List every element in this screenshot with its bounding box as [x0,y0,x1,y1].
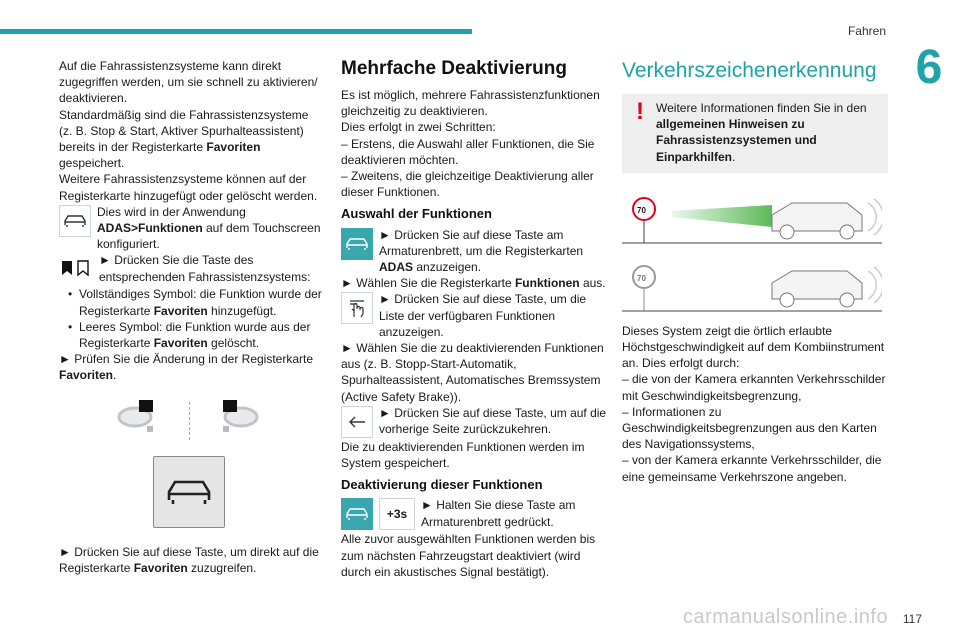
icon-row-hold [341,497,607,531]
paragraph: Auf die Fahrassistenzsysteme kann direkt zugegriffen werden, um sie schnell zu aktivieren/ deaktivieren. [59,59,318,106]
divider [189,402,191,440]
list-item: • Vollständiges Symbol: die Funktion wurde der Registerkarte Favoriten hinzugefügt. [79,286,325,318]
subsection-title: Auswahl der Funktionen [341,206,492,222]
car-icon [341,498,373,530]
steering-wheel-icon [117,400,169,434]
touch-hand-icon [341,292,373,324]
paragraph: – von der Kamera erkannte Verkehrsschilder, die eine gemeinsame Verkehrszone angeben. [622,453,882,484]
paragraph: ► Drücken Sie die Taste des entsprechenden Fahrassistenzsystems: [99,253,311,284]
icon-row-list [341,291,607,340]
paragraph: ► Drücken Sie auf diese Taste, um die Liste der verfügbaren Funktionen anzuzeigen. [379,292,587,339]
warning-text: Weitere Informationen finden Sie in den allgemeinen Hinweisen zu Fahrassistenzsystemen und Einparkhilfen. [656,101,867,164]
column-multi-deactivation [341,58,607,580]
paragraph: ► Prüfen Sie die Änderung in der Registerkarte Favoriten. [59,352,314,383]
speed-sign-value: 70 [637,273,646,283]
warning-box [622,94,888,173]
paragraph: – Informationen zu Geschwindigkeitsbegrenzungen aus den Karten des Navigationssystems, [622,404,877,452]
column-favorites [59,58,325,576]
paragraph: Standardmäßig sind die Fahrassistenzsysteme (z. B. Stop & Start, Aktiver Spurhalteassistent) bereits in der Registerkarte Favoriten gespeichert. [59,107,309,171]
paragraph: Weitere Fahrassistenzsysteme können auf der Registerkarte hinzugefügt oder gelöscht werden. [59,172,318,203]
paragraph: Alle zuvor ausgewählten Funktionen werden bis zum nächsten Fahrzeugstart deaktiviert (wird durch ein akustisches Signal bestätigt). [341,532,596,579]
paragraph: ► Drücken Sie auf diese Taste am Armaturenbrett, um die Registerkarten ADAS anzuzeigen. [379,227,584,275]
steering-wheel-illustration [59,396,325,544]
status-list [59,286,325,351]
icon-row-adas-button [341,227,607,276]
car-icon [165,478,213,506]
steering-wheel-icon [207,400,259,434]
hold-3s-icon: +3s [379,498,415,530]
car-icon [341,228,373,260]
paragraph: Die zu deaktivierenden Funktionen werden im System gespeichert. [341,439,585,471]
paragraph: ► Wählen Sie die Registerkarte Funktionen aus. [341,276,606,291]
favorites-button-illustration [153,456,225,528]
paragraph: ► Wählen Sie die zu deaktivierenden Funktionen aus (z. B. Stopp-Start-Automatik, Spurhalteassistent, Automatisches Bremssystem (Active Safety Brake)). [341,341,604,404]
paragraph: ► Drücken Sie auf diese Taste, um direkt auf die Registerkarte Favoriten zuzugreifen. [59,544,319,575]
page-number: 117 [902,612,922,626]
warning-icon: ! [636,98,644,125]
header-bar [0,29,472,34]
subsection-title: Deaktivierung dieser Funktionen [341,477,543,493]
icon-row-adas [59,204,325,253]
paragraph: Dieses System zeigt die örtlich erlaubte Höchstgeschwindigkeit auf dem Kombiinstrument an. Dies erfolgt durch: [622,323,885,371]
section-title: Mehrfache Deaktivierung [341,58,567,79]
watermark: carmanualsonline.info [683,606,889,628]
paragraph: Es ist möglich, mehrere Fahrassistenzfunktionen gleichzeitig zu deaktivieren. [341,88,600,119]
column-traffic-sign-recognition [622,58,888,485]
icon-row-back [341,405,607,439]
traffic-sign-scene [622,255,882,313]
paragraph: – Zweitens, die gleichzeitige Deaktivierung aller dieser Funktionen. [341,169,594,200]
bookmark-icon [59,253,93,283]
speed-sign-value: 70 [637,205,646,215]
section-name: Fahren [847,24,886,38]
paragraph: – Erstens, die Auswahl aller Funktionen, die Sie deaktivieren möchten. [341,136,595,167]
paragraph: ► Drücken Sie auf diese Taste, um auf die vorherige Seite zurückzukehren. [379,405,607,437]
section-title: Verkehrszeichenerkennung [622,59,877,82]
paragraph: ► Halten Sie diese Taste am Armaturenbrett gedrückt. [421,498,576,529]
chapter-number: 6 [915,41,943,94]
paragraph: Dies erfolgt in zwei Schritten: [341,120,496,135]
paragraph: Dies wird in der Anwendung ADAS>Funktionen auf dem Touchscreen konfiguriert. [97,204,321,252]
traffic-sign-scene [622,187,882,245]
paragraph: – die von der Kamera erkannten Verkehrsschilder mit Geschwindigkeitsbegrenzung, [622,372,886,403]
list-item: • Leeres Symbol: die Funktion wurde aus der Registerkarte Favoriten gelöscht. [79,319,325,351]
car-icon [59,205,91,237]
arrow-left-icon [341,406,373,438]
icon-row-bookmark [59,252,325,286]
